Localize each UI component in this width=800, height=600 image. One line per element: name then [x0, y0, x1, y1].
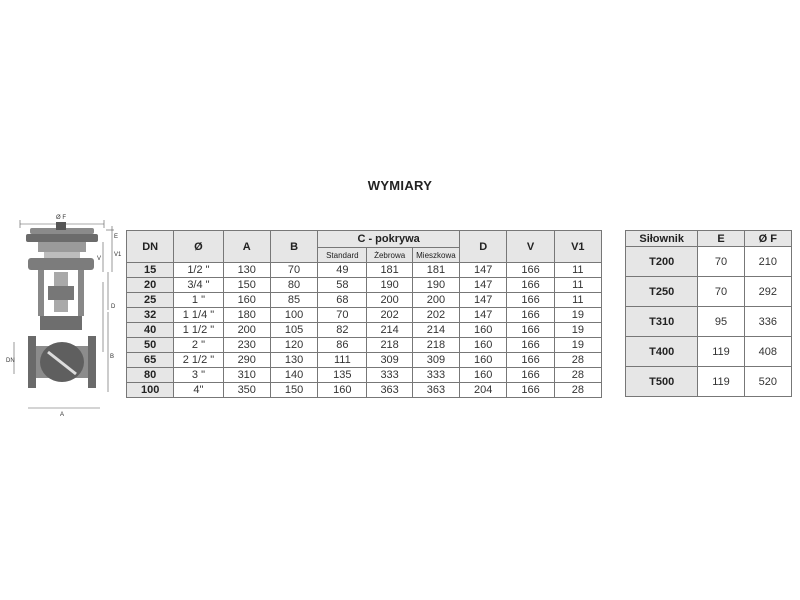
cell: 19: [554, 323, 601, 338]
cell: 166: [507, 308, 554, 323]
cell: 202: [367, 308, 412, 323]
label-a: A: [60, 412, 65, 418]
cell: 363: [367, 383, 412, 398]
label-v1: V1: [114, 252, 122, 258]
cell: 3 ": [174, 368, 223, 383]
cell: 150: [270, 383, 317, 398]
cell: 160: [460, 353, 507, 368]
cell-dn: 40: [127, 323, 174, 338]
cell-dn: 15: [127, 263, 174, 278]
cell: 166: [507, 383, 554, 398]
header-c-standard: Standard: [318, 248, 367, 263]
actuator-row: [626, 307, 792, 337]
cell: 2 ": [174, 338, 223, 353]
cell: 2 1/2 ": [174, 353, 223, 368]
cell: 1 ": [174, 293, 223, 308]
cell: 150: [223, 278, 270, 293]
actuator-row: [626, 337, 792, 367]
header-b: B: [270, 231, 317, 263]
header-v1: V1: [554, 231, 601, 263]
cell: 204: [460, 383, 507, 398]
cell: 408: [744, 337, 791, 367]
actuator-row: [626, 367, 792, 397]
cell: 200: [223, 323, 270, 338]
cell-dn: 25: [127, 293, 174, 308]
cell: 166: [507, 263, 554, 278]
cell: 140: [270, 368, 317, 383]
cell: 1/2 ": [174, 263, 223, 278]
table-row: [127, 308, 602, 323]
cell: 1 1/2 ": [174, 323, 223, 338]
table-row: [127, 293, 602, 308]
cell: 166: [507, 323, 554, 338]
cell: 214: [367, 323, 412, 338]
cell: 200: [412, 293, 459, 308]
cell: 290: [223, 353, 270, 368]
cell: 80: [270, 278, 317, 293]
cell-actuator-name: T200: [626, 247, 698, 277]
header-phi: Ø: [174, 231, 223, 263]
cell: 190: [412, 278, 459, 293]
cell: 181: [367, 263, 412, 278]
cell: 135: [318, 368, 367, 383]
cell: 130: [223, 263, 270, 278]
cell: 310: [223, 368, 270, 383]
cell: 58: [318, 278, 367, 293]
cell-dn: 20: [127, 278, 174, 293]
cell: 11: [554, 263, 601, 278]
table-row: [127, 338, 602, 353]
cell: 70: [318, 308, 367, 323]
header-d: D: [460, 231, 507, 263]
dimensions-table: [126, 230, 602, 398]
cell-dn: 65: [127, 353, 174, 368]
cell: 111: [318, 353, 367, 368]
cell: 230: [223, 338, 270, 353]
cell: 166: [507, 353, 554, 368]
cell: 11: [554, 293, 601, 308]
cell: 166: [507, 293, 554, 308]
cell: 3/4 ": [174, 278, 223, 293]
cell: 180: [223, 308, 270, 323]
cell-actuator-name: T500: [626, 367, 698, 397]
cell: 19: [554, 308, 601, 323]
header-v: V: [507, 231, 554, 263]
cell: 119: [698, 367, 744, 397]
cell: 82: [318, 323, 367, 338]
cell: 28: [554, 368, 601, 383]
cell: 119: [698, 337, 744, 367]
cell: 105: [270, 323, 317, 338]
cell: 190: [367, 278, 412, 293]
cell: 350: [223, 383, 270, 398]
cell: 181: [412, 263, 459, 278]
header-phi-f: Ø F: [744, 231, 791, 247]
cell: 309: [412, 353, 459, 368]
cell: 86: [318, 338, 367, 353]
header-dn: DN: [127, 231, 174, 263]
page-title: WYMIARY: [367, 178, 433, 193]
cell: 1 1/4 ": [174, 308, 223, 323]
cell: 160: [460, 338, 507, 353]
cell: 363: [412, 383, 459, 398]
cell: 49: [318, 263, 367, 278]
cell: 70: [270, 263, 317, 278]
table-row: [127, 323, 602, 338]
actuator-row: [626, 277, 792, 307]
cell: 200: [367, 293, 412, 308]
cell: 147: [460, 293, 507, 308]
header-c-zebrowa: Żebrowa: [367, 248, 412, 263]
cell: 160: [460, 323, 507, 338]
label-e: E: [114, 234, 119, 240]
cell: 70: [698, 277, 744, 307]
cell: 218: [367, 338, 412, 353]
cell: 120: [270, 338, 317, 353]
header-c-group: C - pokrywa: [318, 231, 460, 248]
cell: 210: [744, 247, 791, 277]
cell: 28: [554, 383, 601, 398]
header-a: A: [223, 231, 270, 263]
cell: 292: [744, 277, 791, 307]
cell-dn: 50: [127, 338, 174, 353]
cell: 19: [554, 338, 601, 353]
cell: 160: [318, 383, 367, 398]
cell: 333: [367, 368, 412, 383]
table-row: [127, 263, 602, 278]
cell: 4": [174, 383, 223, 398]
cell-actuator-name: T400: [626, 337, 698, 367]
cell: 218: [412, 338, 459, 353]
cell-actuator-name: T250: [626, 277, 698, 307]
table-row: [127, 353, 602, 368]
cell: 166: [507, 278, 554, 293]
table-row: [127, 383, 602, 398]
valve-dimension-drawing: [4, 212, 120, 420]
cell: 336: [744, 307, 791, 337]
label-d: D: [111, 304, 116, 310]
actuator-table: [625, 230, 792, 397]
table-row: [127, 368, 602, 383]
cell: 202: [412, 308, 459, 323]
cell: 130: [270, 353, 317, 368]
cell: 309: [367, 353, 412, 368]
label-phi-f: Ø F: [56, 215, 66, 221]
cell: 333: [412, 368, 459, 383]
cell: 147: [460, 278, 507, 293]
header-e: E: [698, 231, 744, 247]
cell: 166: [507, 338, 554, 353]
actuator-row: [626, 247, 792, 277]
cell: 147: [460, 308, 507, 323]
cell: 166: [507, 368, 554, 383]
table-row: [127, 278, 602, 293]
label-v: V: [97, 256, 102, 262]
cell: 85: [270, 293, 317, 308]
cell: 28: [554, 353, 601, 368]
label-b: B: [110, 354, 115, 360]
cell: 70: [698, 247, 744, 277]
label-dn: DN: [6, 358, 15, 364]
cell-dn: 32: [127, 308, 174, 323]
cell: 11: [554, 278, 601, 293]
cell-dn: 80: [127, 368, 174, 383]
cell: 160: [223, 293, 270, 308]
cell: 68: [318, 293, 367, 308]
cell: 95: [698, 307, 744, 337]
cell-actuator-name: T310: [626, 307, 698, 337]
header-actuator: Siłownik: [626, 231, 698, 247]
cell: 100: [270, 308, 317, 323]
header-c-mieszkowa: Mieszkowa: [412, 248, 459, 263]
cell: 520: [744, 367, 791, 397]
cell: 147: [460, 263, 507, 278]
cell-dn: 100: [127, 383, 174, 398]
cell: 160: [460, 368, 507, 383]
cell: 214: [412, 323, 459, 338]
